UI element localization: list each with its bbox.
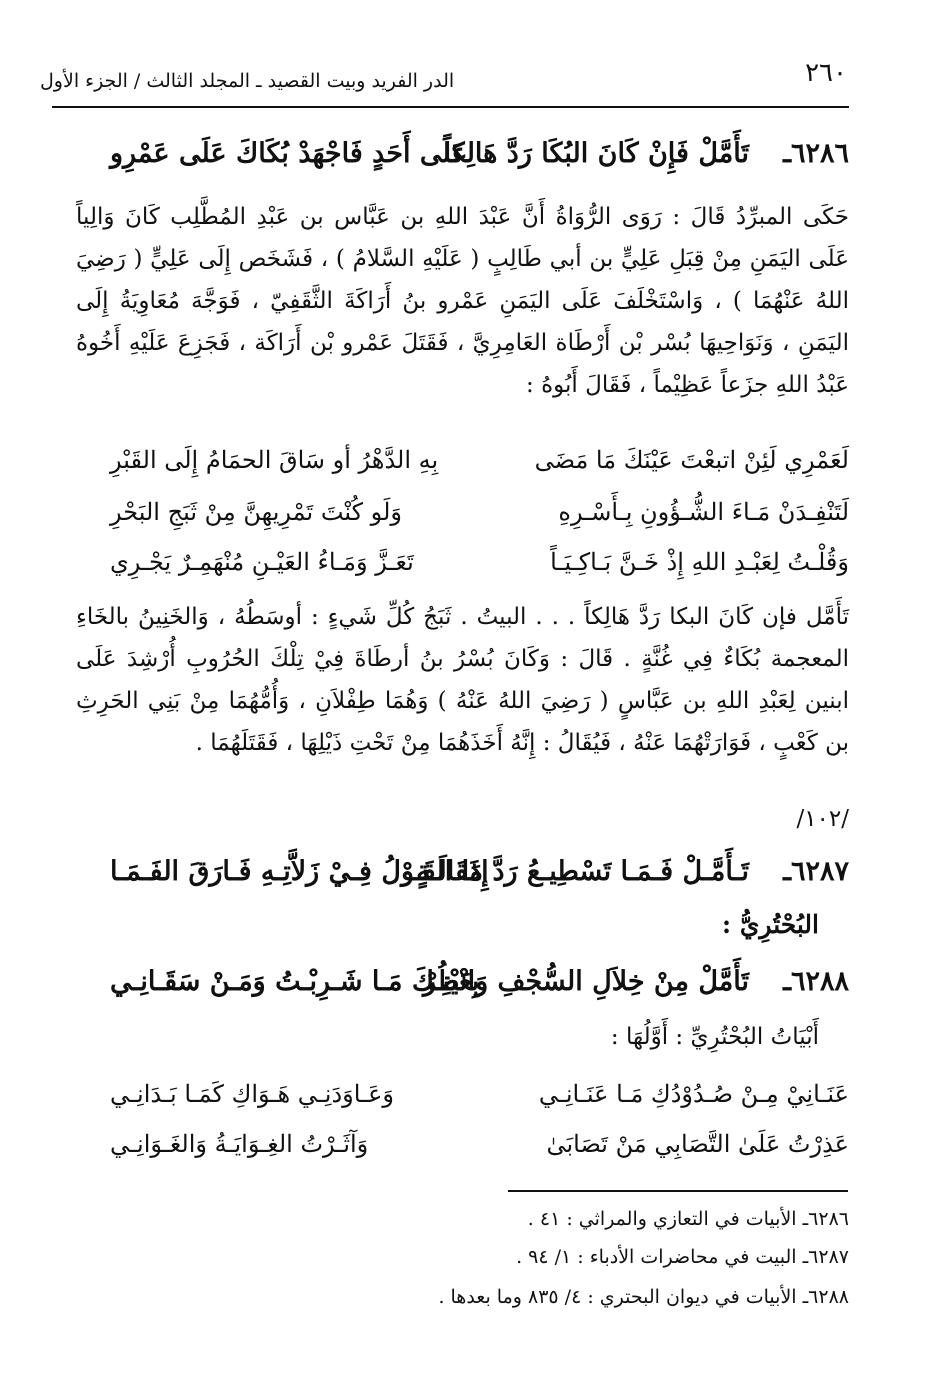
- hemistich-second: وَآثَـرْتُ الغِـوَايَـةُ وَالغَـوَانِـي: [110, 1130, 369, 1158]
- hemistich-first: لَتَنْفِـدَنْ مَـاءَ الشُّـؤُونِ بِـأَسْـرِهِ: [558, 498, 849, 526]
- poem-verse: [110, 548, 849, 596]
- hemistich-first: لَعَمْرِي لَئِنْ اتبعْتَ عَيْنَكَ مَا مَضَى: [534, 446, 849, 474]
- footnote: ٦٢٨٦ـ الأبيات في التعازي والمراثي : ٤١ .: [527, 1208, 849, 1230]
- hemistich-second: إِذَا القَـوْلُ فِـيْ زَلاَّتِـهِ فَـارَقَ الفَـمَـا: [110, 856, 489, 887]
- hemistich-first: عَذِرْتُ عَلَىٰ التَّصَابِي مَنْ تَصَابَىٰ: [546, 1130, 849, 1158]
- hemistich-first: عَنَـانِيْ مِـنْ صُـدُوْدُكِ مَـا عَنَـانِـي: [538, 1080, 849, 1108]
- entry-number: ٦٢٨٧ـ: [783, 856, 849, 887]
- hemistich-second: وَلَو كُنْتَ تَمْرِيهِنَّ مِنْ ثَبَجِ البَحْرِ: [110, 498, 402, 526]
- poem-verse: [110, 446, 849, 494]
- entry-6287-verse: [110, 856, 849, 908]
- hemistich-first: وَقُلْـتُ لِعَبْـدِ اللهِ إِذْ خَـنَّ بَـاكِـيَـاً: [550, 548, 849, 576]
- running-title: الدر الفريد وبيت القصيد ـ المجلد الثالث / الجزء الأول: [40, 70, 455, 92]
- folio-reference: /١٠٢/: [796, 806, 849, 832]
- page-number: ٢٦٠: [805, 58, 847, 88]
- entry-number: ٦٢٨٦ـ: [783, 138, 849, 169]
- entry-6286-verse: [110, 138, 849, 190]
- hemistich-second: عَلَى أَحَدٍ فَاجْهَدْ بُكَاكَ عَلَى عَمْرِو: [110, 138, 468, 169]
- page-header: [40, 58, 847, 104]
- poem-verse: [110, 1130, 849, 1178]
- prose-paragraph-2: تَأَمَّل فإن كَانَ البكا رَدَّ هَالِكاً . . . البيتُ . ثَبَجُ كُلِّ شَيءٍ : أوسَطُهُ ، وَالخَنِينُ بالخَاءِ المعجمة بُكَاءٌ فِي غُنَّةٍ . قَالَ : وَكَانَ بُسْرُ بنُ أرطَاةَ فِيْ تِلْكَ الحُرُوبِ أُرْشِدَ عَلَى ابنين لِعَبْدِ اللهِ بن عَبَّاسٍ ( رَضِيَ اللهُ عَنْهُ ) وَهُمَا طِفْلاَنِ ، وَأُمُّهُمَا مِنْ بَنِي الحَرِثِ بن كَعْبٍ ، فَوَارَتْهُمَا عَنْهُ ، فَيُقَالُ : إِنَّهُ أَخَذَهُمَا مِنْ تَحْتِ ذَيْلِهَا ، فَقَتَلَهُمَا .: [76, 604, 849, 756]
- footnote: ٦٢٨٨ـ الأبيات في ديوان البحتري : ٤/ ٨٣٥ وما بعدها .: [438, 1286, 849, 1308]
- entry-number: ٦٢٨٨ـ: [783, 966, 849, 997]
- attribution-label: البُحْتُرِيُّ :: [721, 910, 819, 939]
- entry-6288-verse: [110, 966, 849, 1018]
- hemistich-second: تَعَـزَّ وَمَـاءُ العَيْـنِ مُنْهَمِـرٌ يَجْـرِي: [110, 548, 414, 576]
- poem-verse: [110, 498, 849, 546]
- prose-paragraph-1: حَكَى المبرِّدُ قَالَ : رَوَى الرُّوَاةُ أَنَّ عَبْدَ اللهِ بن عَبَّاس بن عَبْدِ المُطَّلِب كَانَ وَالِياً عَلَى اليَمَنِ مِنْ قِبَلِ عَلِيٍّ بن أبي طَالِبٍ ( عَلَيْهِ السَّلامُ ) ، فَشَخَص إِلَى عَلِيٍّ ( رَضِيَ اللهُ عَنْهُمَا ) ، وَاسْتَخْلَفَ عَلَى اليَمَنِ عَمْرو بنُ أَرَاكَةَ الثَّقَفِيّ ، فَوَجَّهَ مُعَاوِيَةُ إِلَى اليَمَنِ ، وَنَوَاحِيهَا بُسْر بْن أَرْطَاة العَامِرِيَّ ، فَقَتَلَ عَمْرو بْن أَرَاكَة ، فَجَزِعَ عَلَيْهِ أَخُوهُ عَبْدُ اللهِ جزَعاً عَظِيْماً ، فَقَالَ أَبُوهُ :: [76, 204, 849, 398]
- poem-verse: [110, 1080, 849, 1128]
- hemistich-second: وَعَـاوَدَنِـي هَـوَاكِ كَمَـا بَـدَانِـي: [110, 1080, 395, 1108]
- hemistich-first: تَـأَمَّـلْ فَـمَـا تَسْطِيـعُ رَدَّ مَقَالَـةٍ: [416, 856, 749, 887]
- header-rule: [52, 106, 849, 108]
- intro-line: أَبْيَاتُ البُحْتُرِيِّ : أَوَّلُهَا :: [610, 1024, 819, 1050]
- footnote-rule: [508, 1190, 848, 1192]
- hemistich-first: تَأَمَّلْ مِنْ خِلاَلِ السُّجْفِ وَانْظُرْ: [423, 966, 749, 997]
- footnote: ٦٢٨٧ـ البيت في محاضرات الأدباء : ١/ ٩٤ .: [516, 1246, 849, 1268]
- hemistich-second: بِعَيْنِـكَ مَـا شَـرِبْـتُ وَمَـنْ سَقَـانِـي: [110, 966, 480, 997]
- hemistich-first: تَأَمَّلْ فَإِنْ كَانَ البُكَا رَدَّ هَالِكاً: [443, 138, 749, 169]
- hemistich-second: بِهِ الدَّهْرُ أو سَاقَ الحمَامُ إِلَى القَبْرِ: [110, 446, 439, 474]
